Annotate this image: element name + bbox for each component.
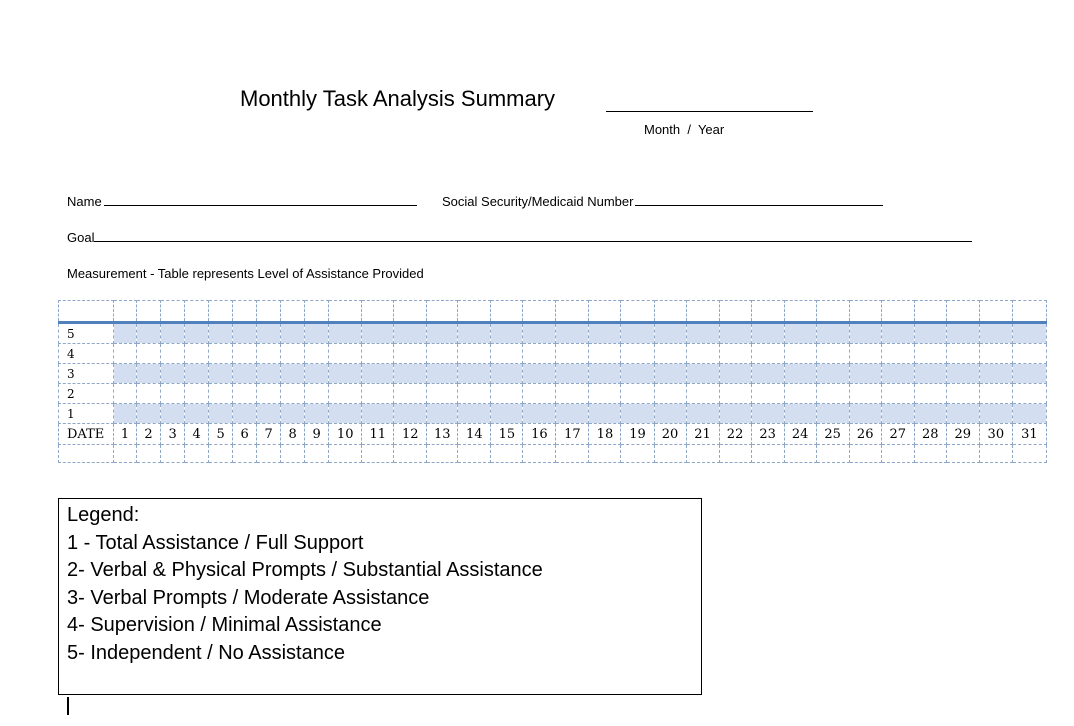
level-cell[interactable] xyxy=(751,384,784,404)
day-number: 12 xyxy=(394,424,427,445)
header-cell xyxy=(556,301,589,323)
day-number: 7 xyxy=(257,424,281,445)
blank-cell[interactable] xyxy=(257,445,281,463)
level-cell[interactable] xyxy=(914,364,946,384)
level-cell[interactable] xyxy=(1012,323,1046,344)
day-number: 13 xyxy=(427,424,458,445)
level-cell[interactable] xyxy=(185,384,209,404)
day-number: 1 xyxy=(114,424,137,445)
level-cell[interactable] xyxy=(621,364,654,384)
header-cell xyxy=(491,301,523,323)
day-number: 19 xyxy=(621,424,654,445)
level-cell[interactable] xyxy=(1012,404,1046,424)
level-cell[interactable] xyxy=(523,323,556,344)
header-cell xyxy=(281,301,305,323)
level-cell[interactable] xyxy=(784,404,816,424)
day-number: 22 xyxy=(719,424,751,445)
header-cell xyxy=(59,301,114,323)
level-cell[interactable] xyxy=(233,344,257,364)
blank-cell[interactable] xyxy=(427,445,458,463)
level-cell[interactable] xyxy=(233,404,257,424)
level-cell[interactable] xyxy=(849,323,881,344)
level-cell[interactable] xyxy=(362,404,394,424)
level-cell[interactable] xyxy=(1012,384,1046,404)
level-cell[interactable] xyxy=(305,404,329,424)
header-cell xyxy=(458,301,491,323)
day-number: 30 xyxy=(979,424,1012,445)
level-cell[interactable] xyxy=(946,404,979,424)
blank-cell[interactable] xyxy=(849,445,881,463)
level-cell[interactable] xyxy=(914,344,946,364)
level-label: 3 xyxy=(59,364,114,384)
blank-cell[interactable] xyxy=(719,445,751,463)
table-header-row xyxy=(59,301,1047,323)
level-cell[interactable] xyxy=(394,344,427,364)
blank-cell[interactable] xyxy=(281,445,305,463)
level-cell[interactable] xyxy=(427,404,458,424)
day-number: 6 xyxy=(233,424,257,445)
assistance-table xyxy=(58,300,1047,463)
blank-cell[interactable] xyxy=(1012,445,1046,463)
header-cell xyxy=(589,301,621,323)
level-cell[interactable] xyxy=(621,384,654,404)
level-cell[interactable] xyxy=(523,364,556,384)
level-cell[interactable] xyxy=(209,323,233,344)
level-cell[interactable] xyxy=(719,364,751,384)
header-cell xyxy=(979,301,1012,323)
level-cell[interactable] xyxy=(458,323,491,344)
level-row xyxy=(59,323,1047,344)
level-cell[interactable] xyxy=(137,404,161,424)
level-cell[interactable] xyxy=(816,384,849,404)
blank-cell[interactable] xyxy=(329,445,362,463)
level-cell[interactable] xyxy=(281,344,305,364)
page-title: Monthly Task Analysis Summary xyxy=(240,86,556,111)
level-cell[interactable] xyxy=(458,404,491,424)
level-cell[interactable] xyxy=(784,344,816,364)
level-cell[interactable] xyxy=(621,344,654,364)
level-cell[interactable] xyxy=(427,323,458,344)
level-cell[interactable] xyxy=(784,364,816,384)
header-cell xyxy=(427,301,458,323)
blank-cell[interactable] xyxy=(305,445,329,463)
blank-cell[interactable] xyxy=(362,445,394,463)
level-cell[interactable] xyxy=(589,344,621,364)
measurement-text: Measurement - Table represents Level of Assistance Provided xyxy=(67,266,424,281)
header-cell xyxy=(329,301,362,323)
level-cell[interactable] xyxy=(751,344,784,364)
level-cell[interactable] xyxy=(362,344,394,364)
blank-cell[interactable] xyxy=(589,445,621,463)
level-cell[interactable] xyxy=(329,384,362,404)
level-cell[interactable] xyxy=(114,384,137,404)
level-cell[interactable] xyxy=(427,364,458,384)
level-cell[interactable] xyxy=(394,384,427,404)
level-cell[interactable] xyxy=(881,323,914,344)
month-year-field[interactable] xyxy=(606,111,813,112)
header-cell xyxy=(185,301,209,323)
date-row xyxy=(59,424,1047,445)
level-cell[interactable] xyxy=(281,364,305,384)
level-cell[interactable] xyxy=(654,364,686,384)
level-cell[interactable] xyxy=(257,384,281,404)
level-cell[interactable] xyxy=(946,384,979,404)
level-cell[interactable] xyxy=(979,344,1012,364)
level-cell[interactable] xyxy=(281,384,305,404)
day-number: 24 xyxy=(784,424,816,445)
level-cell[interactable] xyxy=(523,384,556,404)
blank-cell[interactable] xyxy=(137,445,161,463)
goal-input-line[interactable] xyxy=(94,240,972,242)
header-cell xyxy=(784,301,816,323)
goal-field[interactable] xyxy=(67,230,972,245)
level-cell[interactable] xyxy=(209,384,233,404)
blank-cell[interactable] xyxy=(979,445,1012,463)
level-row xyxy=(59,364,1047,384)
level-cell[interactable] xyxy=(233,384,257,404)
day-number: 3 xyxy=(161,424,185,445)
blank-cell[interactable] xyxy=(914,445,946,463)
level-cell[interactable] xyxy=(394,364,427,384)
header-cell xyxy=(751,301,784,323)
level-cell[interactable] xyxy=(621,404,654,424)
blank-cell[interactable] xyxy=(161,445,185,463)
header-cell xyxy=(881,301,914,323)
blank-cell[interactable] xyxy=(654,445,686,463)
level-cell[interactable] xyxy=(914,323,946,344)
legend-item: 2- Verbal & Physical Prompts / Substantial Assistance xyxy=(67,559,543,582)
blank-cell[interactable] xyxy=(233,445,257,463)
level-cell[interactable] xyxy=(979,404,1012,424)
level-cell[interactable] xyxy=(784,323,816,344)
level-cell[interactable] xyxy=(491,384,523,404)
level-cell[interactable] xyxy=(161,404,185,424)
level-cell[interactable] xyxy=(849,384,881,404)
level-cell[interactable] xyxy=(556,364,589,384)
level-cell[interactable] xyxy=(816,344,849,364)
level-cell[interactable] xyxy=(209,404,233,424)
level-cell[interactable] xyxy=(281,323,305,344)
level-cell[interactable] xyxy=(137,364,161,384)
level-cell[interactable] xyxy=(281,404,305,424)
level-cell[interactable] xyxy=(686,404,719,424)
level-cell[interactable] xyxy=(185,323,209,344)
header-cell xyxy=(621,301,654,323)
day-number: 4 xyxy=(185,424,209,445)
level-cell[interactable] xyxy=(946,364,979,384)
day-number: 31 xyxy=(1012,424,1046,445)
header-cell xyxy=(137,301,161,323)
level-cell[interactable] xyxy=(979,384,1012,404)
level-cell[interactable] xyxy=(114,344,137,364)
legend-title: Legend: xyxy=(67,504,140,526)
level-row xyxy=(59,404,1047,424)
level-cell[interactable] xyxy=(751,364,784,384)
level-cell[interactable] xyxy=(523,404,556,424)
header-cell xyxy=(114,301,137,323)
level-cell[interactable] xyxy=(491,404,523,424)
legend-item: 4- Supervision / Minimal Assistance xyxy=(67,614,382,637)
level-cell[interactable] xyxy=(114,323,137,344)
level-cell[interactable] xyxy=(114,404,137,424)
level-cell[interactable] xyxy=(137,384,161,404)
name-field[interactable] xyxy=(67,194,417,209)
level-row xyxy=(59,344,1047,364)
level-cell[interactable] xyxy=(816,404,849,424)
level-cell[interactable] xyxy=(257,404,281,424)
level-cell[interactable] xyxy=(257,323,281,344)
level-cell[interactable] xyxy=(257,364,281,384)
name-label: Name xyxy=(67,194,102,209)
header-cell xyxy=(209,301,233,323)
level-cell[interactable] xyxy=(654,384,686,404)
level-cell[interactable] xyxy=(621,323,654,344)
level-cell[interactable] xyxy=(233,323,257,344)
header-cell xyxy=(233,301,257,323)
level-cell[interactable] xyxy=(946,323,979,344)
blank-cell[interactable] xyxy=(784,445,816,463)
level-cell[interactable] xyxy=(881,404,914,424)
level-cell[interactable] xyxy=(589,404,621,424)
level-cell[interactable] xyxy=(491,344,523,364)
level-cell[interactable] xyxy=(394,323,427,344)
day-number: 26 xyxy=(849,424,881,445)
header-cell xyxy=(1012,301,1046,323)
level-cell[interactable] xyxy=(556,323,589,344)
level-cell[interactable] xyxy=(719,404,751,424)
day-number: 8 xyxy=(281,424,305,445)
level-cell[interactable] xyxy=(185,404,209,424)
header-cell xyxy=(305,301,329,323)
header-cell xyxy=(719,301,751,323)
date-label: DATE xyxy=(59,424,114,445)
blank-cell[interactable] xyxy=(185,445,209,463)
month-year-label: Month / Year xyxy=(644,122,725,137)
level-cell[interactable] xyxy=(362,384,394,404)
level-cell[interactable] xyxy=(654,323,686,344)
day-number: 2 xyxy=(137,424,161,445)
header-cell xyxy=(946,301,979,323)
legend-box xyxy=(58,498,702,695)
level-cell[interactable] xyxy=(185,344,209,364)
header-cell xyxy=(362,301,394,323)
level-cell[interactable] xyxy=(654,404,686,424)
blank-cell[interactable] xyxy=(621,445,654,463)
level-cell[interactable] xyxy=(686,323,719,344)
level-cell[interactable] xyxy=(161,364,185,384)
level-label: 2 xyxy=(59,384,114,404)
level-cell[interactable] xyxy=(1012,364,1046,384)
blank-cell[interactable] xyxy=(209,445,233,463)
level-cell[interactable] xyxy=(686,364,719,384)
level-cell[interactable] xyxy=(458,384,491,404)
level-cell[interactable] xyxy=(458,344,491,364)
level-cell[interactable] xyxy=(185,364,209,384)
level-cell[interactable] xyxy=(362,323,394,344)
day-number: 20 xyxy=(654,424,686,445)
blank-cell[interactable] xyxy=(59,445,114,463)
blank-cell[interactable] xyxy=(816,445,849,463)
blank-cell[interactable] xyxy=(491,445,523,463)
level-cell[interactable] xyxy=(305,384,329,404)
level-cell[interactable] xyxy=(719,323,751,344)
level-cell[interactable] xyxy=(881,344,914,364)
level-cell[interactable] xyxy=(816,323,849,344)
level-cell[interactable] xyxy=(137,344,161,364)
level-cell[interactable] xyxy=(686,384,719,404)
level-cell[interactable] xyxy=(849,364,881,384)
day-number: 28 xyxy=(914,424,946,445)
text-cursor xyxy=(67,697,69,715)
level-cell[interactable] xyxy=(137,323,161,344)
level-cell[interactable] xyxy=(394,404,427,424)
blank-cell[interactable] xyxy=(523,445,556,463)
header-cell xyxy=(257,301,281,323)
day-number: 5 xyxy=(209,424,233,445)
level-cell[interactable] xyxy=(946,344,979,364)
level-cell[interactable] xyxy=(686,344,719,364)
day-number: 14 xyxy=(458,424,491,445)
blank-cell[interactable] xyxy=(751,445,784,463)
blank-cell[interactable] xyxy=(458,445,491,463)
day-number: 11 xyxy=(362,424,394,445)
day-number: 29 xyxy=(946,424,979,445)
level-cell[interactable] xyxy=(209,364,233,384)
blank-row xyxy=(59,445,1047,463)
level-cell[interactable] xyxy=(209,344,233,364)
header-cell xyxy=(816,301,849,323)
level-cell[interactable] xyxy=(523,344,556,364)
header-cell xyxy=(523,301,556,323)
level-label: 4 xyxy=(59,344,114,364)
level-cell[interactable] xyxy=(849,404,881,424)
level-cell[interactable] xyxy=(329,404,362,424)
day-number: 10 xyxy=(329,424,362,445)
blank-cell[interactable] xyxy=(946,445,979,463)
day-number: 21 xyxy=(686,424,719,445)
level-cell[interactable] xyxy=(329,344,362,364)
blank-cell[interactable] xyxy=(114,445,137,463)
level-label: 1 xyxy=(59,404,114,424)
level-cell[interactable] xyxy=(816,364,849,384)
level-cell[interactable] xyxy=(556,404,589,424)
level-cell[interactable] xyxy=(914,404,946,424)
level-label: 5 xyxy=(59,323,114,344)
level-cell[interactable] xyxy=(427,384,458,404)
blank-cell[interactable] xyxy=(686,445,719,463)
level-cell[interactable] xyxy=(305,323,329,344)
goal-label: Goal xyxy=(67,230,95,245)
level-cell[interactable] xyxy=(881,384,914,404)
day-number: 27 xyxy=(881,424,914,445)
day-number: 17 xyxy=(556,424,589,445)
header-cell xyxy=(686,301,719,323)
header-cell xyxy=(849,301,881,323)
level-cell[interactable] xyxy=(114,364,137,384)
level-cell[interactable] xyxy=(458,364,491,384)
level-cell[interactable] xyxy=(161,323,185,344)
ssn-input-line[interactable] xyxy=(635,204,883,206)
ssn-label: Social Security/Medicaid Number xyxy=(442,194,634,209)
level-cell[interactable] xyxy=(784,384,816,404)
blank-cell[interactable] xyxy=(394,445,427,463)
day-number: 25 xyxy=(816,424,849,445)
level-cell[interactable] xyxy=(914,384,946,404)
blank-cell[interactable] xyxy=(881,445,914,463)
ssn-field[interactable] xyxy=(442,194,883,209)
header-cell xyxy=(654,301,686,323)
level-cell[interactable] xyxy=(589,384,621,404)
level-cell[interactable] xyxy=(1012,344,1046,364)
level-cell[interactable] xyxy=(979,323,1012,344)
level-cell[interactable] xyxy=(305,344,329,364)
level-cell[interactable] xyxy=(427,344,458,364)
level-cell[interactable] xyxy=(556,344,589,364)
level-cell[interactable] xyxy=(719,344,751,364)
legend-item: 1 - Total Assistance / Full Support xyxy=(67,531,364,554)
level-row xyxy=(59,384,1047,404)
level-cell[interactable] xyxy=(329,364,362,384)
name-input-line[interactable] xyxy=(104,204,417,206)
level-cell[interactable] xyxy=(849,344,881,364)
level-cell[interactable] xyxy=(556,384,589,404)
level-cell[interactable] xyxy=(654,344,686,364)
level-cell[interactable] xyxy=(881,364,914,384)
day-number: 15 xyxy=(491,424,523,445)
level-cell[interactable] xyxy=(161,384,185,404)
level-cell[interactable] xyxy=(161,344,185,364)
level-cell[interactable] xyxy=(362,364,394,384)
level-cell[interactable] xyxy=(305,364,329,384)
header-cell xyxy=(161,301,185,323)
legend-item: 3- Verbal Prompts / Moderate Assistance xyxy=(67,586,430,609)
level-cell[interactable] xyxy=(719,384,751,404)
level-cell[interactable] xyxy=(589,323,621,344)
level-cell[interactable] xyxy=(491,323,523,344)
day-number: 9 xyxy=(305,424,329,445)
level-cell[interactable] xyxy=(329,323,362,344)
header-cell xyxy=(914,301,946,323)
level-cell[interactable] xyxy=(491,364,523,384)
level-cell[interactable] xyxy=(751,323,784,344)
level-cell[interactable] xyxy=(979,364,1012,384)
header-cell xyxy=(394,301,427,323)
level-cell[interactable] xyxy=(589,364,621,384)
day-number: 18 xyxy=(589,424,621,445)
level-cell[interactable] xyxy=(257,344,281,364)
level-cell[interactable] xyxy=(233,364,257,384)
level-cell[interactable] xyxy=(751,404,784,424)
blank-cell[interactable] xyxy=(556,445,589,463)
day-number: 16 xyxy=(523,424,556,445)
day-number: 23 xyxy=(751,424,784,445)
legend-item: 5- Independent / No Assistance xyxy=(67,641,345,664)
